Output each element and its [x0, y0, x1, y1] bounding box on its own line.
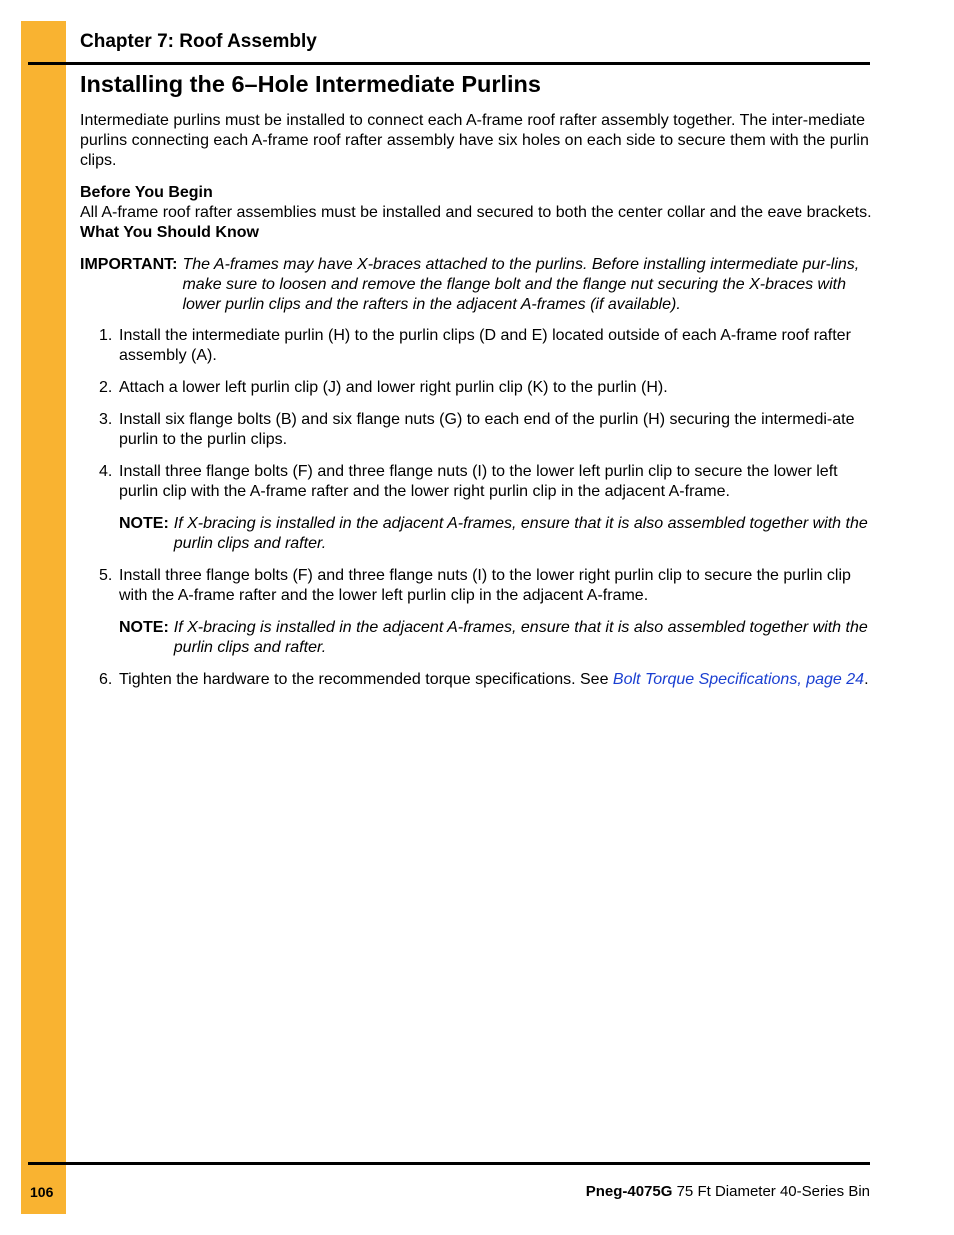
step-text: Install three flange bolts (F) and three flange nuts (I) to the lower right purlin clip to secure the purlin clip with the A-frame rafter and the lower left purlin clip in the adjacent A-frame.: [119, 567, 851, 604]
step-text: Install the intermediate purlin (H) to the purlin clips (D and E) located outside of each A-frame roof rafter assembly (A).: [119, 327, 851, 364]
note-label: NOTE:: [119, 515, 169, 532]
step-text: Install three flange bolts (F) and three flange nuts (I) to the lower left purlin clip to secure the lower left purlin clip with the A-frame rafter and the lower right purlin clip in the adjacent A-frame.: [119, 463, 838, 500]
note-label: NOTE:: [119, 619, 169, 636]
steps-list: [80, 326, 872, 690]
important-text: The A-frames may have X-braces attached to the purlins. Before installing intermediate pur-lins, make sure to loosen and remove the flange bolt and the flange nut securing the X-braces with lower purlin clips and the rafters in the adjacent A-frames (if available).: [182, 256, 860, 313]
document-footer: [586, 1183, 870, 1200]
step-text: Attach a lower left purlin clip (J) and lower right purlin clip (K) to the purlin (H).: [119, 379, 668, 396]
step-text-end: .: [864, 671, 869, 688]
know-heading: What You Should Know: [80, 224, 259, 241]
page-number: 106: [30, 1184, 54, 1200]
document-title: 75 Ft Diameter 40-Series Bin: [672, 1183, 870, 1200]
important-callout: [80, 255, 872, 315]
chapter-heading: Chapter 7: Roof Assembly: [80, 31, 317, 52]
step-number: 3.: [99, 411, 113, 428]
note-callout: [119, 618, 872, 658]
step-item: [80, 378, 872, 398]
step-item: [80, 566, 872, 658]
step-number: 1.: [99, 327, 113, 344]
note-callout: [119, 514, 872, 554]
footer-rule: [28, 1162, 870, 1165]
step-text: Install six flange bolts (B) and six flange nuts (G) to each end of the purlin (H) securing the intermedi-ate purlin to the purlin clips.: [119, 411, 855, 448]
step-item: [80, 670, 872, 690]
main-content: [80, 111, 872, 702]
step-number: 6.: [99, 671, 113, 688]
note-text: If X-bracing is installed in the adjacent A-frames, ensure that it is also assembled together with the purlin clips and rafter.: [173, 619, 868, 656]
document-id: Pneg-4075G: [585, 1183, 673, 1200]
important-label: IMPORTANT:: [80, 256, 178, 273]
page-title: Installing the 6–Hole Intermediate Purlins: [80, 71, 541, 97]
bolt-torque-link[interactable]: Bolt Torque Specifications, page 24: [612, 671, 865, 688]
before-text: All A-frame roof rafter assemblies must be installed and secured to both the center collar and the eave brackets.: [80, 204, 872, 221]
header-rule: [28, 62, 870, 65]
before-heading: Before You Begin: [80, 184, 213, 201]
step-number: 2.: [99, 379, 113, 396]
step-item: [80, 410, 872, 450]
step-item: [80, 462, 872, 554]
intro-paragraph: Intermediate purlins must be installed to connect each A-frame roof rafter assembly together. The inter-mediate purlins connecting each A-frame roof rafter assembly have six holes on each side to secure them with the purlin clips.: [80, 112, 869, 169]
step-number: 5.: [99, 567, 113, 584]
step-number: 4.: [99, 463, 113, 480]
step-item: [80, 326, 872, 366]
note-text: If X-bracing is installed in the adjacent A-frames, ensure that it is also assembled together with the purlin clips and rafter.: [173, 515, 868, 552]
chapter-color-bar: [21, 21, 66, 1214]
step-text: Tighten the hardware to the recommended torque specifications. See: [119, 671, 613, 688]
